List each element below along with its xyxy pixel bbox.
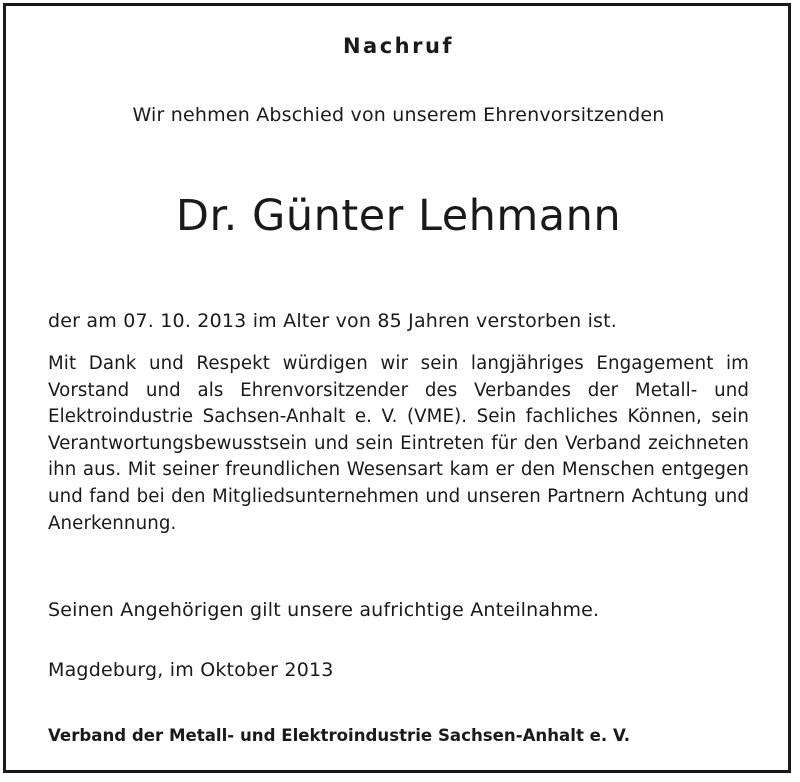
death-date-line: der am 07. 10. 2013 im Alter von 85 Jahren verstorben ist. <box>48 310 618 332</box>
deceased-name: Dr. Günter Lehmann <box>175 191 622 241</box>
obituary-content <box>48 6 749 770</box>
organization-signature: Verband der Metall- und Elektroindustrie Sachsen-Anhalt e. V. <box>48 726 630 745</box>
condolence-line: Seinen Angehörigen gilt unsere aufrichtige Anteilnahme. <box>48 599 600 621</box>
notice-heading: Nachruf <box>342 34 455 58</box>
place-date-line: Magdeburg, im Oktober 2013 <box>48 659 334 681</box>
intro-line: Wir nehmen Abschied von unserem Ehrenvorsitzenden <box>132 104 665 126</box>
tribute-paragraph: Mit Dank und Respekt würdigen wir sein langjähriges Engagement im Vorstand und als Ehrenvorsitzender des Verbandes der Metall- und Elektroindustrie Sachsen-Anhalt e. V. (VME). Sein fachliches Können, sein Verantwortungsbewusstsein und sein Eintreten für den Verband zeichneten ihn aus. Mit seiner freundlichen Wesensart kam er den Menschen entgegen und fand bei den Mitgliedsunternehmen und unseren Partnern Achtung und Anerkennung. <box>48 353 749 534</box>
obituary-frame <box>3 3 791 773</box>
